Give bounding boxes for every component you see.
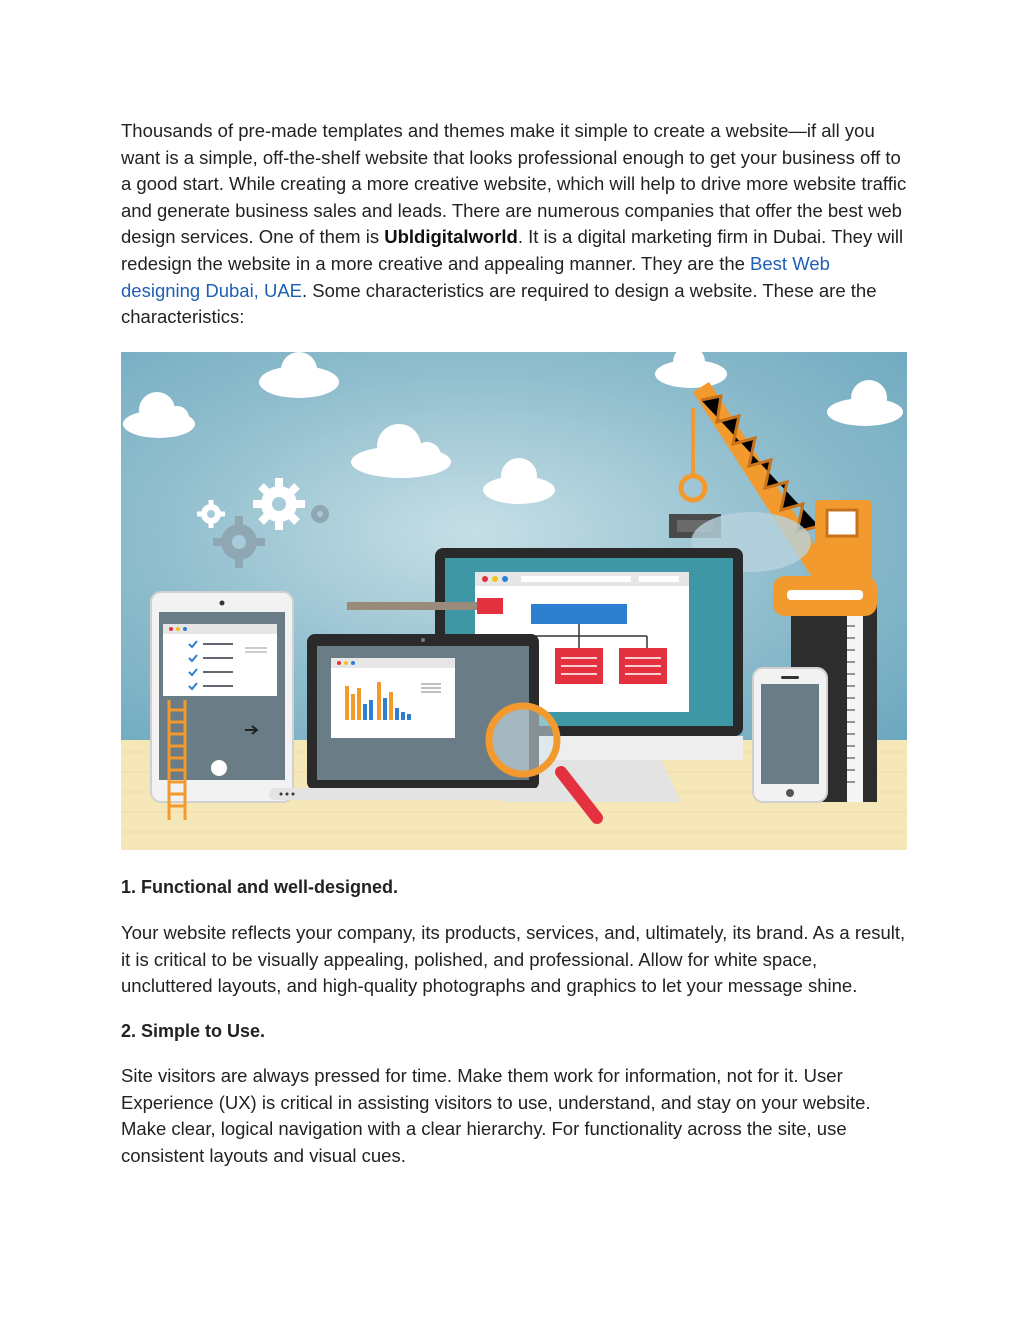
section-1-heading: 1. Functional and well-designed. bbox=[121, 877, 399, 897]
intro-text-3: . Some characteristics are required to design a website. These are the characteristics: bbox=[121, 279, 877, 328]
gear-icon bbox=[311, 505, 329, 523]
intro-paragraph bbox=[121, 118, 907, 331]
section-1-body: Your website reflects your company, its products, services, and, ultimately, its brand. As a result, it is critical to be visually appealing, polished, and professional. Allow for white space, uncluttered layouts, and high-quality photographs and graphics to let your message shine. bbox=[121, 922, 906, 997]
best-web-designing-link[interactable]: Best Web designing Dubai, UAE bbox=[121, 252, 830, 301]
intro-text-1: Thousands of pre-made templates and themes make it simple to create a website—if all you want is a simple, off-the-shelf website that looks professional enough to get your business off to a good start. While creating a more creative website, which will help to drive more website traffic and generate business sales and leads. There are numerous companies that offer the best web design services. One of them is bbox=[121, 120, 907, 248]
section-2-body: Site visitors are always pressed for time. Make them work for information, not for it. User Experience (UX) is critical in assisting visitors to use, understand, and stay on your website. Make clear, logical navigation with a clear hierarchy. For functionality across the site, use consistent layouts and visual cues. bbox=[121, 1065, 871, 1166]
section-2-heading: 2. Simple to Use. bbox=[121, 1021, 266, 1041]
tablet-device bbox=[151, 592, 293, 820]
brand-name: Ubldigitalworld bbox=[384, 226, 518, 248]
web-design-illustration bbox=[121, 352, 907, 850]
phone-device bbox=[753, 668, 827, 802]
intro-text-2: . It is a digital marketing firm in Dubai. They will redesign the website in a more creative and appealing manner. They are the bbox=[121, 226, 904, 274]
